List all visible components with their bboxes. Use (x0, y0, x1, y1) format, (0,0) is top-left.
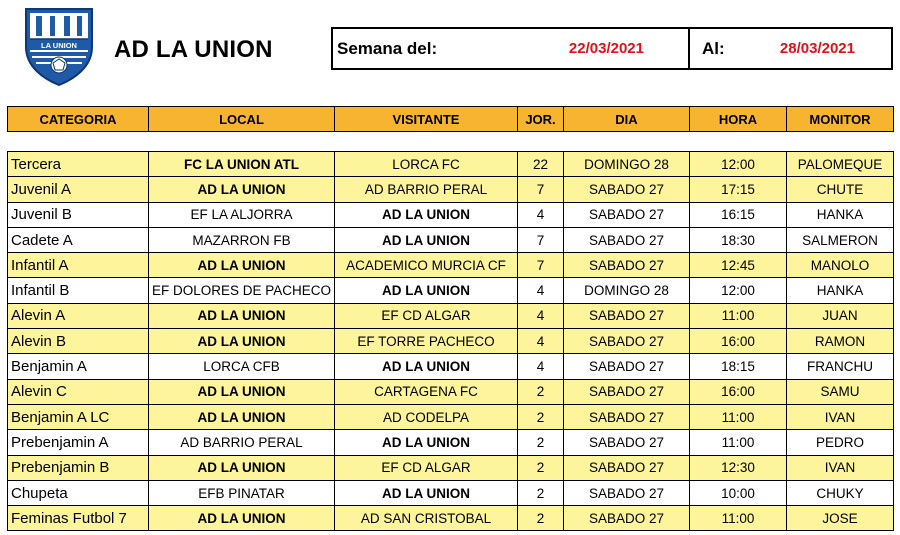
cell-hora: 16:15 (690, 202, 787, 227)
table-row (8, 227, 894, 252)
cell-local: EF DOLORES DE PACHECO (149, 278, 335, 303)
cell-categoria: Feminas Futbol 7 (8, 506, 149, 531)
table-row (8, 202, 894, 227)
cell-monitor: MANOLO (787, 253, 894, 278)
cell-local: AD BARRIO PERAL (149, 430, 335, 455)
cell-monitor: RAMON (787, 329, 894, 354)
cell-categoria: Juvenil A (8, 177, 149, 202)
cell-local: MAZARRON FB (149, 227, 335, 252)
cell-monitor: IVAN (787, 455, 894, 480)
table-row (8, 278, 894, 303)
col-header-local: LOCAL (149, 107, 335, 132)
cell-jor: 7 (518, 253, 564, 278)
cell-monitor: JUAN (787, 303, 894, 328)
cell-hora: 18:30 (690, 227, 787, 252)
cell-jor: 4 (518, 202, 564, 227)
cell-dia: SABADO 27 (564, 227, 690, 252)
table-row (8, 379, 894, 404)
cell-hora: 12:45 (690, 253, 787, 278)
cell-visitante: EF CD ALGAR (335, 303, 518, 328)
table-row (8, 455, 894, 480)
col-header-monitor: MONITOR (787, 107, 894, 132)
cell-categoria: Infantil B (8, 278, 149, 303)
table-row (8, 354, 894, 379)
cell-jor: 4 (518, 329, 564, 354)
cell-monitor: PALOMEQUE (787, 152, 894, 177)
cell-categoria: Infantil A (8, 253, 149, 278)
cell-dia: SABADO 27 (564, 480, 690, 505)
cell-visitante: AD LA UNION (335, 354, 518, 379)
cell-dia: SABADO 27 (564, 177, 690, 202)
table-row (8, 506, 894, 531)
cell-dia: DOMINGO 28 (564, 152, 690, 177)
cell-jor: 2 (518, 455, 564, 480)
cell-categoria: Chupeta (8, 480, 149, 505)
cell-visitante: LORCA FC (335, 152, 518, 177)
week-from-cell (333, 29, 690, 68)
cell-jor: 2 (518, 506, 564, 531)
col-header-visitante: VISITANTE (335, 107, 518, 132)
cell-monitor: PEDRO (787, 430, 894, 455)
cell-monitor: FRANCHU (787, 354, 894, 379)
cell-local: AD LA UNION (149, 455, 335, 480)
week-from-date: 22/03/2021 (568, 40, 644, 57)
cell-visitante: AD LA UNION (335, 227, 518, 252)
cell-jor: 7 (518, 177, 564, 202)
cell-monitor: HANKA (787, 202, 894, 227)
cell-jor: 4 (518, 303, 564, 328)
table-row (8, 177, 894, 202)
cell-monitor: IVAN (787, 404, 894, 429)
cell-hora: 12:00 (690, 152, 787, 177)
cell-jor: 2 (518, 480, 564, 505)
cell-jor: 22 (518, 152, 564, 177)
cell-dia: SABADO 27 (564, 455, 690, 480)
cell-monitor: SALMERON (787, 227, 894, 252)
cell-categoria: Prebenjamin A (8, 430, 149, 455)
cell-visitante: EF CD ALGAR (335, 455, 518, 480)
cell-local: AD LA UNION (149, 329, 335, 354)
cell-local: AD LA UNION (149, 177, 335, 202)
week-to-date: 28/03/2021 (779, 40, 855, 57)
cell-monitor: JOSE (787, 506, 894, 531)
cell-jor: 7 (518, 227, 564, 252)
table-row (8, 253, 894, 278)
week-to-label: Al: (702, 38, 725, 58)
cell-dia: SABADO 27 (564, 202, 690, 227)
cell-hora: 16:00 (690, 379, 787, 404)
cell-hora: 11:00 (690, 303, 787, 328)
cell-visitante: CARTAGENA FC (335, 379, 518, 404)
club-crest-logo (22, 3, 96, 87)
cell-visitante: AD SAN CRISTOBAL (335, 506, 518, 531)
cell-visitante: AD LA UNION (335, 430, 518, 455)
cell-hora: 18:15 (690, 354, 787, 379)
cell-local: AD LA UNION (149, 379, 335, 404)
cell-local: LORCA CFB (149, 354, 335, 379)
cell-hora: 16:00 (690, 329, 787, 354)
cell-monitor: CHUTE (787, 177, 894, 202)
header-row (8, 107, 894, 132)
cell-jor: 2 (518, 404, 564, 429)
cell-hora: 12:00 (690, 278, 787, 303)
cell-hora: 17:15 (690, 177, 787, 202)
cell-categoria: Tercera (8, 152, 149, 177)
cell-visitante: AD LA UNION (335, 202, 518, 227)
cell-monitor: HANKA (787, 278, 894, 303)
week-from-label: Semana del: (337, 38, 438, 58)
cell-dia: SABADO 27 (564, 303, 690, 328)
col-header-hora: HORA (690, 107, 787, 132)
cell-categoria: Prebenjamin B (8, 455, 149, 480)
cell-dia: SABADO 27 (564, 506, 690, 531)
cell-categoria: Alevin A (8, 303, 149, 328)
cell-hora: 11:00 (690, 404, 787, 429)
table-row (8, 329, 894, 354)
cell-hora: 12:30 (690, 455, 787, 480)
logo-text: LA UNION (41, 41, 77, 50)
schedule-header (7, 106, 894, 132)
cell-dia: DOMINGO 28 (564, 278, 690, 303)
cell-categoria: Alevin C (8, 379, 149, 404)
cell-visitante: EF TORRE PACHECO (335, 329, 518, 354)
cell-local: AD LA UNION (149, 404, 335, 429)
cell-visitante: AD LA UNION (335, 278, 518, 303)
cell-local: EF LA ALJORRA (149, 202, 335, 227)
cell-local: FC LA UNION ATL (149, 152, 335, 177)
cell-jor: 4 (518, 278, 564, 303)
week-to-cell (690, 29, 891, 68)
table-row (8, 430, 894, 455)
cell-visitante: AD BARRIO PERAL (335, 177, 518, 202)
col-header-dia: DIA (564, 107, 690, 132)
cell-visitante: AD CODELPA (335, 404, 518, 429)
table-row (8, 303, 894, 328)
cell-hora: 11:00 (690, 506, 787, 531)
col-header-jornada: JOR. (518, 107, 564, 132)
cell-local: AD LA UNION (149, 253, 335, 278)
cell-dia: SABADO 27 (564, 404, 690, 429)
cell-local: AD LA UNION (149, 303, 335, 328)
cell-categoria: Cadete A (8, 227, 149, 252)
cell-jor: 2 (518, 379, 564, 404)
cell-dia: SABADO 27 (564, 354, 690, 379)
cell-dia: SABADO 27 (564, 430, 690, 455)
club-title: AD LA UNION (114, 36, 273, 63)
week-range-box (331, 27, 893, 70)
cell-jor: 2 (518, 430, 564, 455)
cell-dia: SABADO 27 (564, 379, 690, 404)
cell-dia: SABADO 27 (564, 253, 690, 278)
cell-categoria: Alevin B (8, 329, 149, 354)
cell-monitor: SAMU (787, 379, 894, 404)
cell-categoria: Benjamin A LC (8, 404, 149, 429)
cell-dia: SABADO 27 (564, 329, 690, 354)
cell-monitor: CHUKY (787, 480, 894, 505)
table-row (8, 152, 894, 177)
table-row (8, 404, 894, 429)
cell-visitante: AD LA UNION (335, 480, 518, 505)
table-row (8, 480, 894, 505)
cell-local: EFB PINATAR (149, 480, 335, 505)
col-header-categoria: CATEGORIA (8, 107, 149, 132)
cell-hora: 10:00 (690, 480, 787, 505)
cell-local: AD LA UNION (149, 506, 335, 531)
cell-jor: 4 (518, 354, 564, 379)
cell-categoria: Benjamin A (8, 354, 149, 379)
cell-hora: 11:00 (690, 430, 787, 455)
schedule-table (7, 151, 894, 531)
cell-visitante: ACADEMICO MURCIA CF (335, 253, 518, 278)
cell-categoria: Juvenil B (8, 202, 149, 227)
